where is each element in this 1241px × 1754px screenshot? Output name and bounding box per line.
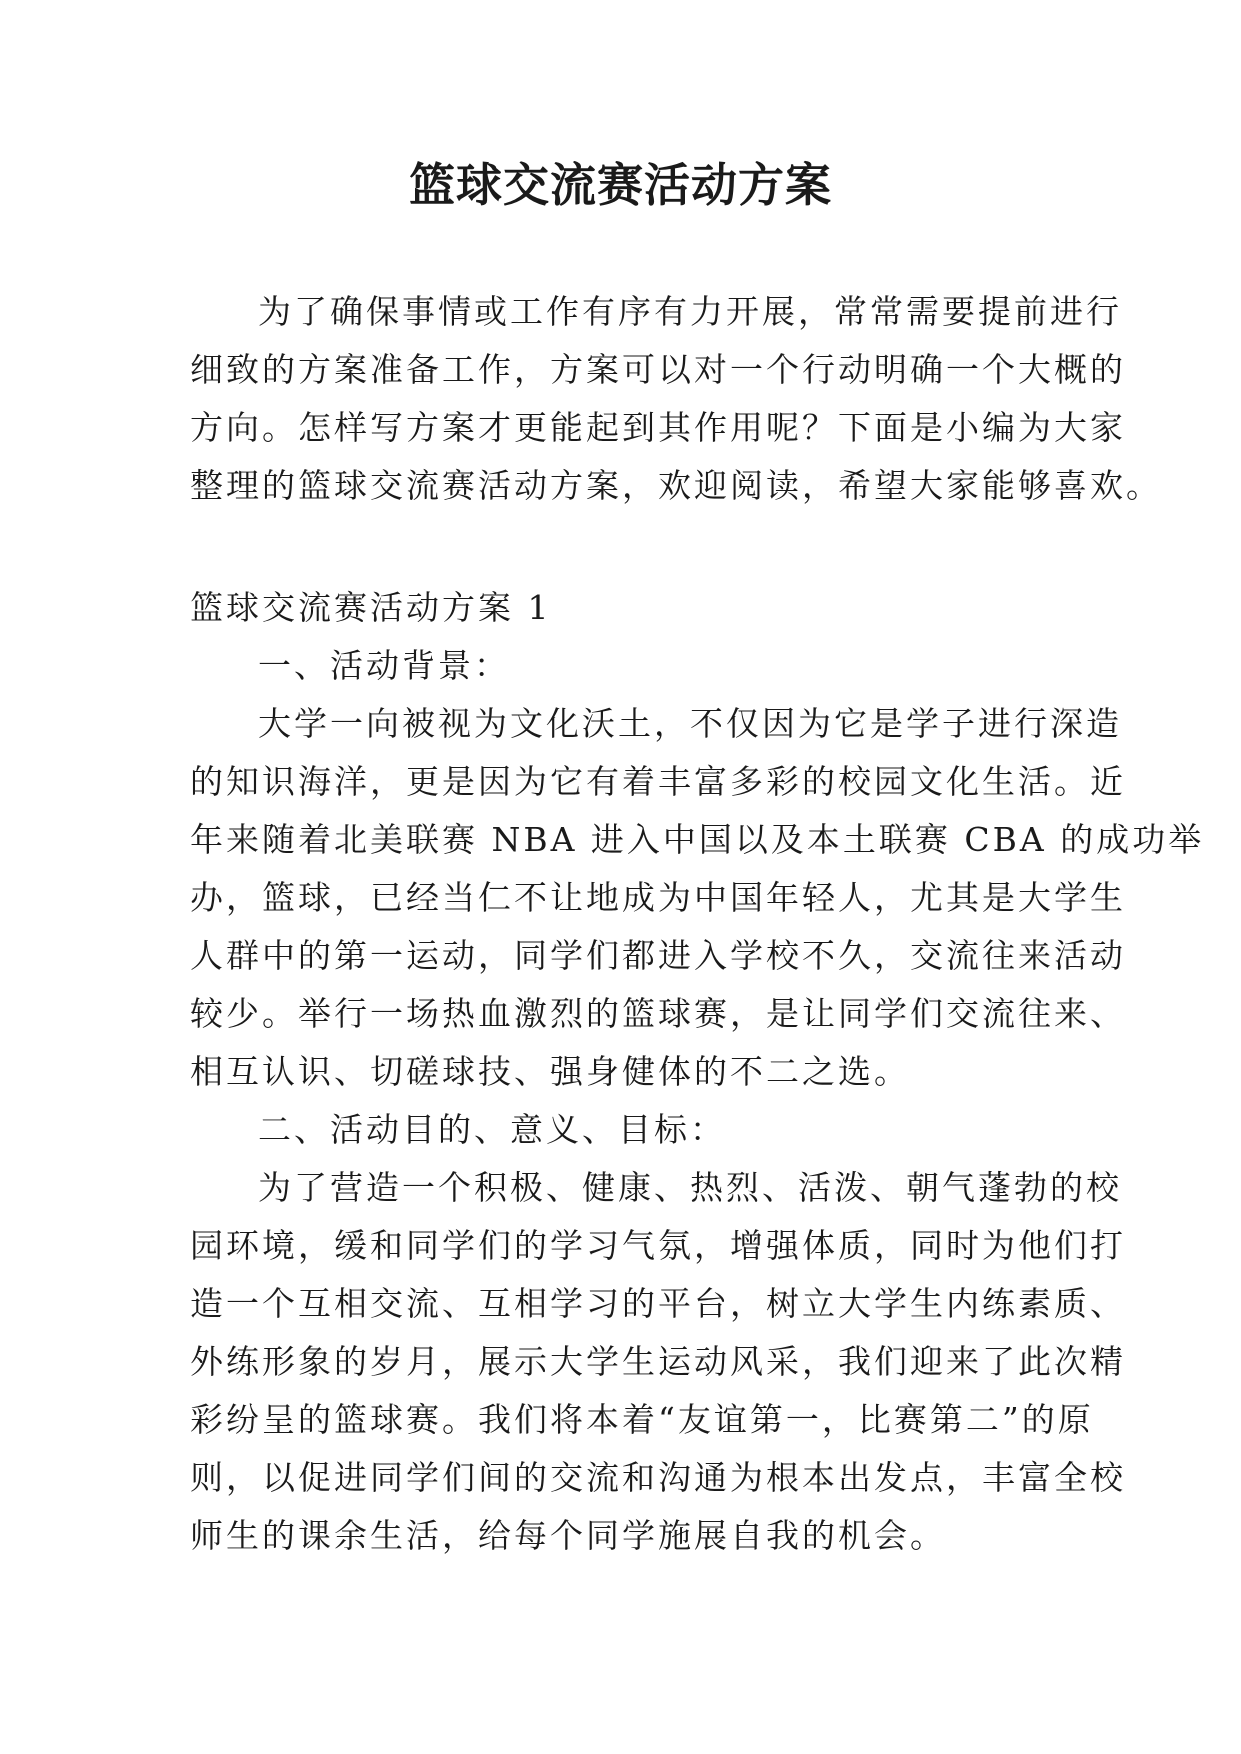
text-line: 方向。怎样写方案才更能起到其作用呢？下面是小编为大家: [190, 408, 1126, 447]
text-line: 造一个互相交流、互相学习的平台，树立大学生内练素质、: [190, 1284, 1126, 1323]
intro-paragraph: [190, 283, 1162, 515]
part-heading-purpose: 二、活动目的、意义、目标：: [258, 1110, 726, 1149]
section-heading: 篮球交流赛活动方案 1: [190, 588, 552, 627]
text-line: 办，篮球，已经当仁不让地成为中国年轻人，尤其是大学生: [190, 878, 1126, 917]
text-line: 师生的课余生活，给每个同学施展自我的机会。: [190, 1516, 946, 1555]
document-title: 篮球交流赛活动方案: [409, 158, 832, 212]
section-1: [190, 579, 1205, 1565]
text-line: 的知识海洋，更是因为它有着丰富多彩的校园文化生活。近: [190, 762, 1126, 801]
text-line: 彩纷呈的篮球赛。我们将本着“友谊第一，比赛第二”的原: [190, 1400, 1094, 1439]
text-line: 相互认识、切磋球技、强身健体的不二之选。: [190, 1052, 910, 1091]
text-line: 为了确保事情或工作有序有力开展，常常需要提前进行: [258, 292, 1122, 331]
text-line: 年来随着北美联赛 NBA 进入中国以及本土联赛 CBA 的成功举: [190, 820, 1205, 859]
text-line: 人群中的第一运动，同学们都进入学校不久，交流往来活动: [190, 936, 1126, 975]
text-line: 则，以促进同学们间的交流和沟通为根本出发点，丰富全校: [190, 1458, 1126, 1497]
part-heading-background: 一、活动背景：: [258, 646, 510, 685]
text-line: 外练形象的岁月，展示大学生运动风采，我们迎来了此次精: [190, 1342, 1126, 1381]
text-line: 大学一向被视为文化沃土，不仅因为它是学子进行深造: [258, 704, 1122, 743]
text-line: 整理的篮球交流赛活动方案，欢迎阅读，希望大家能够喜欢。: [190, 466, 1162, 505]
text-line: 园环境，缓和同学们的学习气氛，增强体质，同时为他们打: [190, 1226, 1126, 1265]
text-line: 较少。举行一场热血激烈的篮球赛，是让同学们交流往来、: [190, 994, 1126, 1033]
text-line: 细致的方案准备工作，方案可以对一个行动明确一个大概的: [190, 350, 1126, 389]
text-line: 为了营造一个积极、健康、热烈、活泼、朝气蓬勃的校: [258, 1168, 1122, 1207]
